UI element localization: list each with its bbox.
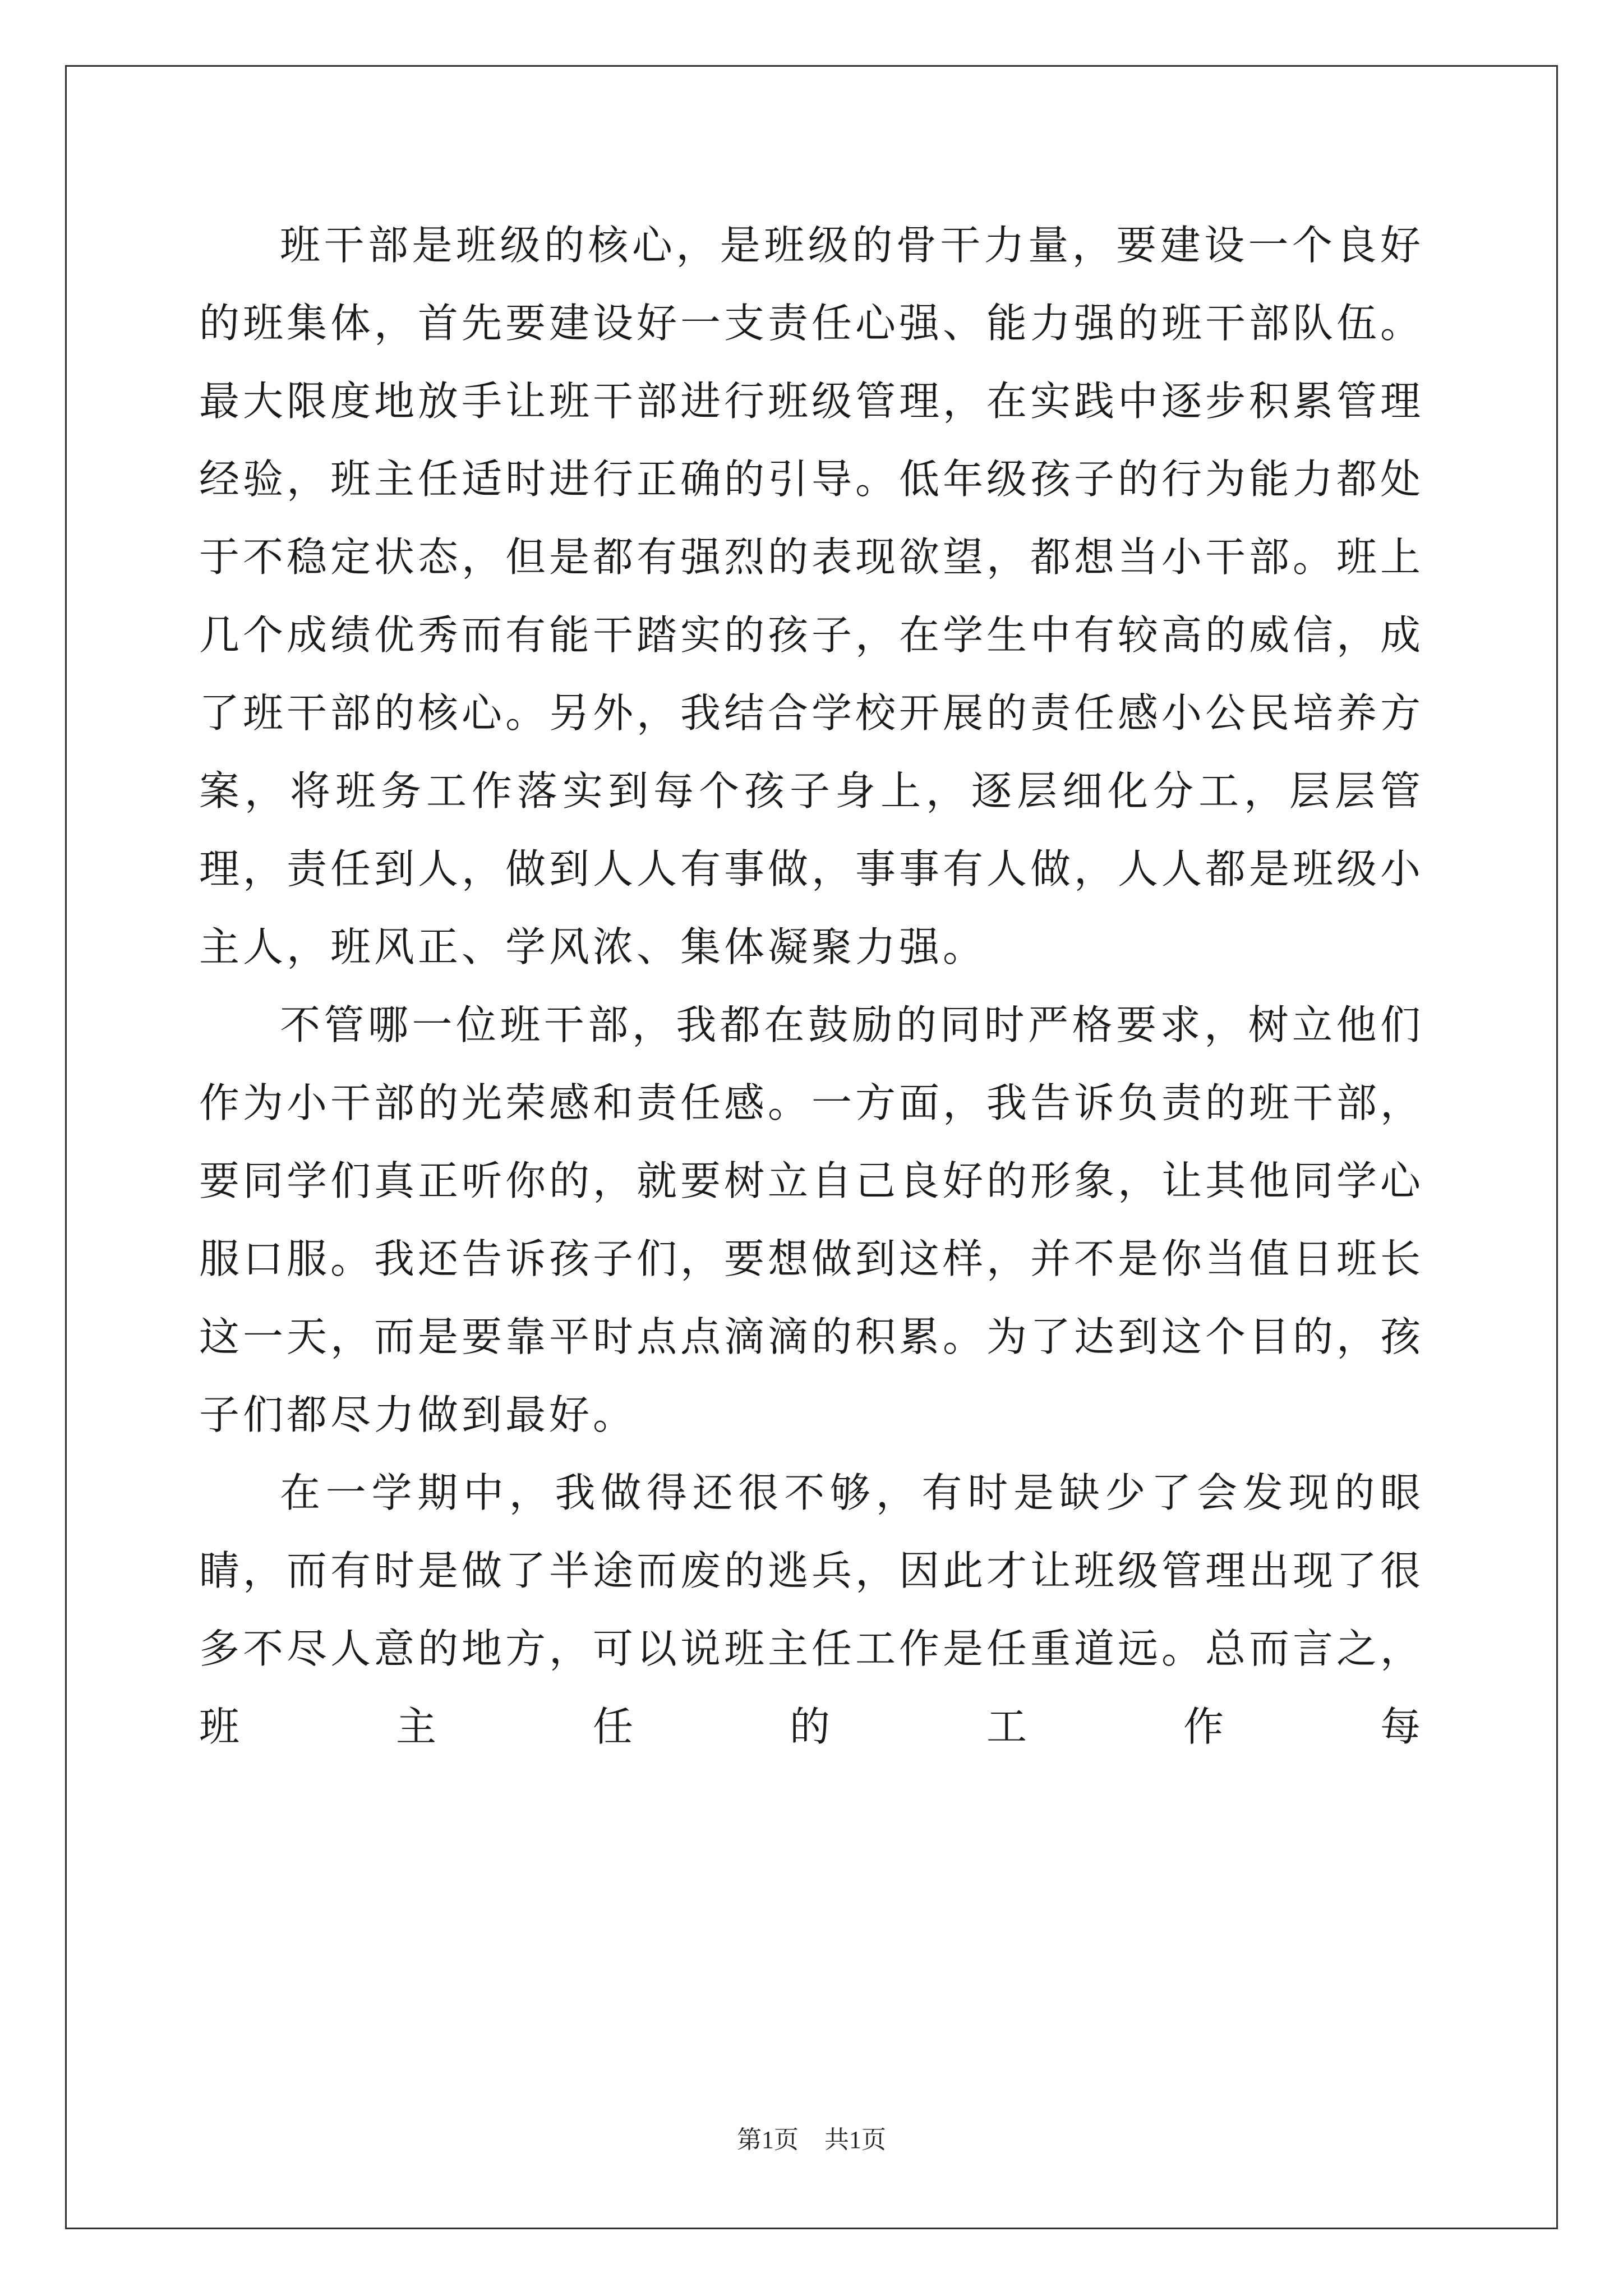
document-body [199,206,1424,1766]
paragraph-3: 在一学期中，我做得还很不够，有时是缺少了会发现的眼睛，而有时是做了半途而废的逃兵，因此才让班级管理出现了很多不尽人意的地方，可以说班主任工作是任重道远。总而言之，班主任的工作每 [199,1469,1424,1750]
page-number-current: 第1页 [737,2126,799,2154]
paragraph-2: 不管哪一位班干部，我都在鼓励的同时严格要求，树立他们作为小干部的光荣感和责任感。一方面，我告诉负责的班干部，要同学们真正听你的，就要树立自己良好的形象，让其他同学心服口服。我还告诉孩子们，要想做到这样，并不是你当值日班长这一天，而是要靠平时点点滴滴的积累。为了达到这个目的，孩子们都尽力做到最好。 [199,1001,1424,1438]
page-footer [0,2123,1623,2157]
page-number-total: 共1页 [824,2126,886,2154]
paragraph-1: 班干部是班级的核心，是班级的骨干力量，要建设一个良好的班集体，首先要建设好一支责任心强、能力强的班干部队伍。最大限度地放手让班干部进行班级管理，在实践中逐步积累管理经验，班主任适时进行正确的引导。低年级孩子的行为能力都处于不稳定状态，但是都有强烈的表现欲望，都想当小干部。班上几个成绩优秀而有能干踏实的孩子，在学生中有较高的威信，成了班干部的核心。另外，我结合学校开展的责任感小公民培养方案，将班务工作落实到每个孩子身上，逐层细化分工，层层管理，责任到人，做到人人有事做，事事有人做，人人都是班级小主人，班风正、学风浓、集体凝聚力强。 [199,222,1424,970]
